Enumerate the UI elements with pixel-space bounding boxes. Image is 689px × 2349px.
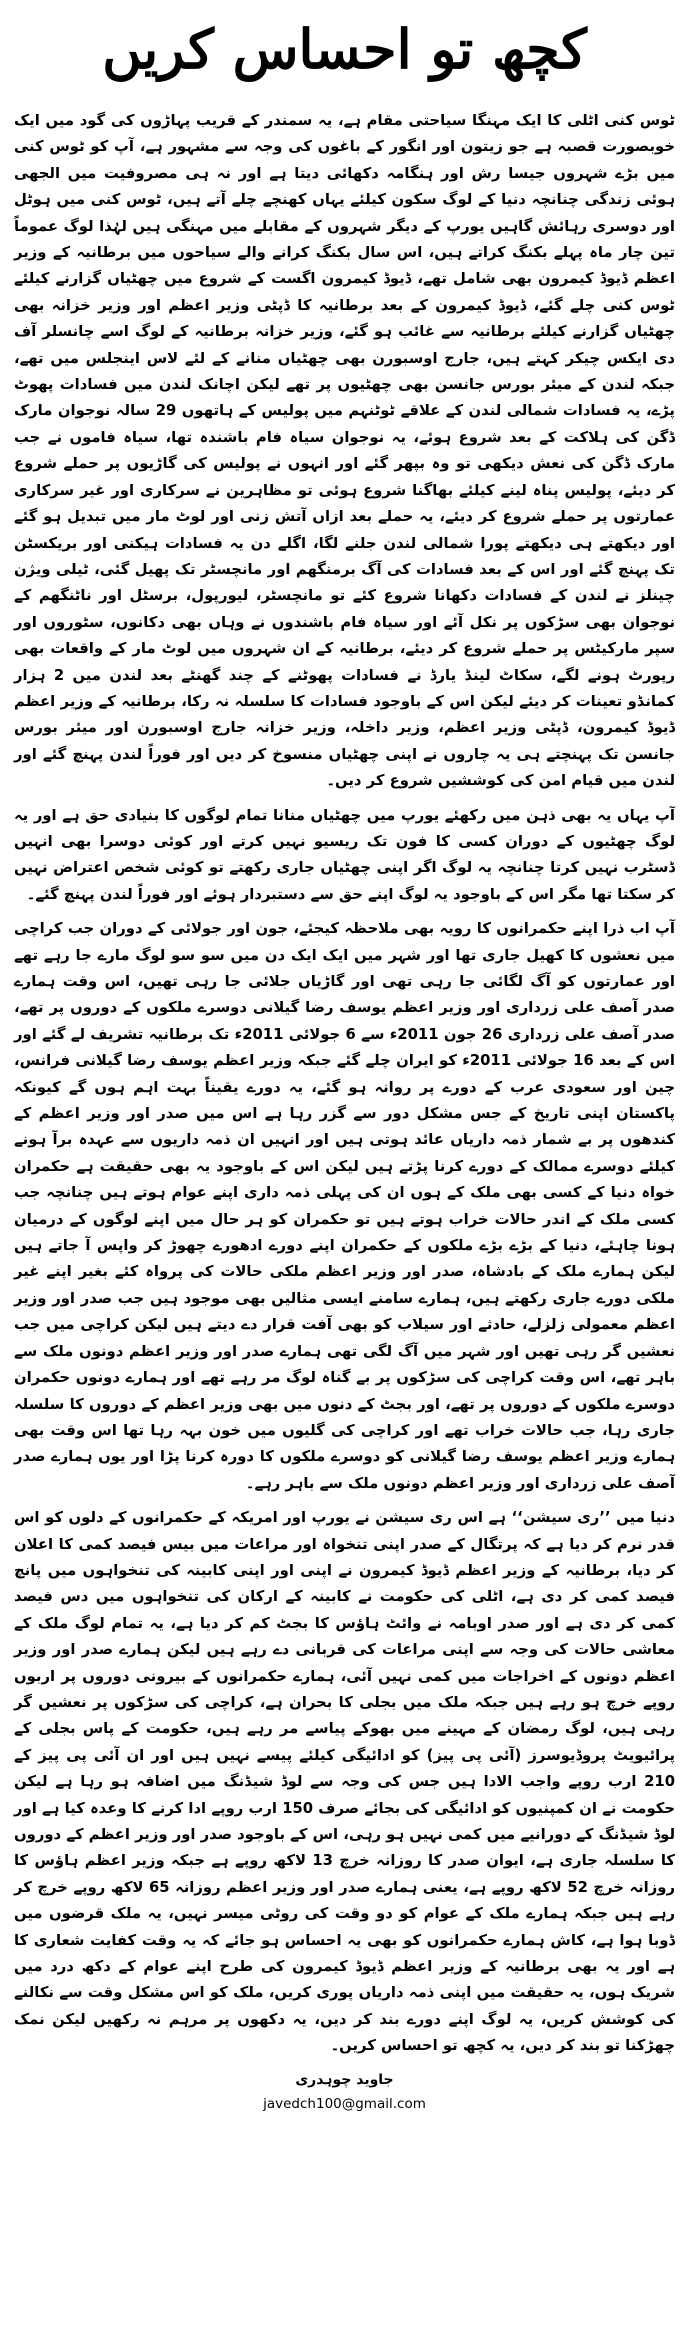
author-email[interactable]: javedch100@gmail.com [263, 2095, 426, 2112]
author-signature [14, 2068, 675, 2116]
author-name: جاوید چوہدری [295, 2071, 394, 2088]
paragraph: آپ یہاں یہ بھی ذہن میں رکھئے یورپ میں چھٹیاں منانا تمام لوگوں کا بنیادی حق ہے اور یہ لوگ چھٹیوں کے دوران کسی کا فون تک ریسیو نہیں کرتے اور کوئی دوسرا بھی انہیں ڈسٹرب نہیں کرتا چنانچہ یہ لوگ اگر اپنی چھٹیاں جاری رکھتے تو کوئی شخص اعتراض نہیں کر سکتا تھا مگر اس کے باوجود یہ لوگ اپنے حق سے دستبردار ہوئے اور فوراً لندن پہنچ گئے۔ [14, 806, 675, 903]
column-body [14, 108, 675, 2060]
column-title: کچھ تو احساس کریں [102, 17, 587, 81]
paragraph: دنیا میں ’’ری سیشن‘‘ ہے اس ری سیشن نے یورپ اور امریکہ کے حکمرانوں کے دلوں کو اس قدر نرم کر دیا ہے کہ پرتگال کے صدر اپنی تنخواہ اور مراعات میں بیس فیصد کمی کا اعلان کر دیا، برطانیہ کے وزیر اعظم ڈیوڈ کیمرون نے اپنی اور اپنی کابینہ کی تنخواہوں میں پانچ فیصد کمی کر دی ہے، اٹلی کی حکومت نے کابینہ کے ارکان کی تنخواہوں میں دس فیصد کمی کر دی ہے اور صدر اوبامہ نے وائٹ ہاؤس کا بجٹ کم کر دیا ہے، یہ تمام لوگ ملک کے معاشی حالات کی وجہ سے اپنی مراعات کی قربانی دے رہے ہیں لیکن ہمارے صدر اور وزیر اعظم دونوں کے اخراجات میں کمی نہیں آئی، ہمارے حکمرانوں کے بیرونی دوروں پر اربوں روپے خرچ ہو رہے ہیں جبکہ ملک میں بجلی کا بحران ہے، کراچی کی سڑکوں پر نعشیں گر رہی ہیں، لوگ رمضان کے مہینے میں بھوکے پیاسے مر رہے ہیں، حکومت کے پاس بجلی کے پرائیویٹ پروڈیوسرز (آئی پی پیز) کو ادائیگی کیلئے پیسے نہیں ہیں اور ان آئی پی پیز کے 210 ارب روپے واجب الادا ہیں جس کی وجہ سے لوڈ شیڈنگ میں اضافہ ہو رہا ہے لیکن حکومت نے ان کمپنیوں کو ادائیگی کی بجائے صرف 150 ارب روپے ادا کرنے کا وعدہ کیا ہے اور لوڈ شیڈنگ کے دورانیے میں کمی نہیں ہو رہی، اس کے باوجود صدر اور وزیر اعظم کے دوروں کا سلسلہ جاری ہے، ایوان صدر کا روزانہ خرچ 13 لاکھ روپے ہے جبکہ وزیر اعظم ہاؤس کا روزانہ خرچ 52 لاکھ روپے ہے، یعنی ہمارے صدر اور وزیر اعظم روزانہ 65 لاکھ روپے خرچ کر رہے ہیں جبکہ ہمارے ملک کے عوام کو دو وقت کی روٹی میسر نہیں، یہ ملک قرضوں میں ڈوبا ہوا ہے، کاش ہمارے حکمرانوں کو بھی یہ احساس ہو جائے کہ یہ وقت کفایت شعاری کا ہے اور یہ بھی برطانیہ کے وزیر اعظم ڈیوڈ کیمرون کی طرح اپنے عوام کے دکھ درد میں شریک ہوں، یہ حقیقت میں اپنی ذمہ داریاں پوری کریں، ملک کو اس مشکل وقت سے نکالنے کی کوشش کریں، یہ لوگ اپنے دورے بند کر دیں، یہ دکھوں پر مرہم نہ رکھیں لیکن نمک چھڑکنا تو بند کر دیں، یہ کچھ تو احساس کریں۔ [14, 1509, 676, 2055]
paragraph: آپ اب ذرا اپنے حکمرانوں کا رویہ بھی ملاحظہ کیجئے، جون اور جولائی کے دوران جب کراچی میں نعشوں کا کھیل جاری تھا اور شہر میں ایک ایک دن میں سو سو لوگ مارے جا رہے تھے اور عمارتوں کو آگ لگائی جا رہی تھی اور گاڑیاں جلائی جا رہی تھیں، اس وقت ہمارے صدر آصف علی زرداری اور وزیر اعظم یوسف رضا گیلانی دوسرے ملکوں کے دوروں پر تھے، صدر آصف علی زرداری 26 جون 2011ء سے 6 جولائی 2011ء تک برطانیہ تشریف لے گئے اور اس کے بعد 16 جولائی 2011ء کو ایران چلے گئے جبکہ وزیر اعظم یوسف رضا گیلانی فرانس، چین اور سعودی عرب کے دورے پر روانہ ہو گئے، یہ دورے یقیناً بہت اہم ہوں گے کیونکہ پاکستان اپنی تاریخ کے جس مشکل دور سے گزر رہا ہے اس میں صدر اور وزیر اعظم کے کندھوں پر بے شمار ذمہ داریاں عائد ہوتی ہیں اور انہیں ان ذمہ داریوں سے عہدہ برآ ہونے کیلئے دوسرے ممالک کے دورے کرنا پڑتے ہیں لیکن اس کے باوجود یہ بھی حقیقت ہے حکمران خواہ دنیا کے کسی بھی ملک کے ہوں ان کی پہلی ذمہ داری اپنے عوام ہوتے ہیں چنانچہ جب کسی ملک کے اندر حالات خراب ہوتے ہیں تو حکمران کو ہر حال میں اپنے لوگوں کے درمیان ہونا چاہئے، دنیا کے بڑے بڑے ملکوں کے حکمران اپنے دورے ادھورے چھوڑ کر واپس آ جاتے ہیں لیکن ہمارے ملک کے بادشاہ، صدر اور وزیر اعظم ملکی حالات کی پرواہ کئے بغیر اپنے غیر ملکی دورے جاری رکھتے ہیں، ہمارے سامنے ایسی مثالیں بھی موجود ہیں جب صدر اور وزیر اعظم معمولی زلزلے، حادثے اور سیلاب کو بھی آفت قرار دے دیتے ہیں لیکن کراچی میں جب نعشیں گر رہی تھیں اور شہر میں آگ لگی تھی ہمارے صدر اور وزیر اعظم دونوں ملک سے باہر تھے، اس وقت کراچی کی سڑکوں پر بے گناہ لوگ مر رہے تھے اور ہمارے دونوں حکمران دوسرے ملکوں کے دوروں پر تھے، اور بجٹ کے دنوں میں بھی وزیر اعظم کے دوروں کا سلسلہ جاری رہا، جب حالات خراب تھے اور کراچی کی گلیوں میں خون بہہ رہا تھا اس وقت بھی ہمارے وزیر اعظم یوسف رضا گیلانی کو دوسرے ملکوں کا دورہ کرنا پڑا اور یوں ہمارے صدر آصف علی زرداری اور وزیر اعظم دونوں ملک سے باہر رہے۔ [14, 920, 676, 1492]
paragraph: ٹوس کنی اٹلی کا ایک مہنگا سیاحتی مقام ہے، یہ سمندر کے قریب پہاڑوں کی گود میں ایک خوبصورت قصبہ ہے جو زیتون اور انگور کے باغوں کی وجہ سے مشہور ہے، آپ کو ٹوس کنی میں بڑے شہروں جیسا رش اور ہنگامہ دکھائی دیتا ہے اور نہ ہی مصروفیت میں الجھی ہوئی زندگی چنانچہ دنیا کے لوگ سکون کیلئے یہاں کھنچے چلے آتے ہیں، ٹوس کنی میں ہوٹل اور دوسری رہائش گاہیں یورپ کے دیگر شہروں کے مقابلے میں مہنگی ہیں لہٰذا لوگ عموماً تین چار ماہ پہلے بکنگ کراتے ہیں، اس سال بکنگ کرانے والے سیاحوں میں برطانیہ کے وزیر اعظم ڈیوڈ کیمرون بھی شامل تھے، ڈیوڈ کیمرون اگست کے شروع میں چھٹیاں گزارنے کیلئے ٹوس کنی چلے گئے، ڈیوڈ کیمرون کے بعد برطانیہ کا ڈپٹی وزیر اعظم اور وزیر خزانہ بھی چھٹیاں گزارنے کیلئے برطانیہ سے غائب ہو گئے، وزیر خزانہ برطانیہ کے لوگ اسے چانسلر آف دی ایکس چیکر کہتے ہیں، جارج اوسبورن بھی چھٹیاں منانے کے لئے لاس اینجلس میں تھے، جبکہ لندن کے میئر بورس جانسن بھی چھٹیوں پر تھے لیکن اچانک لندن میں فسادات پھوٹ پڑے، یہ فسادات شمالی لندن کے علاقے ٹوٹنہم میں پولیس کے ہاتھوں 29 سالہ نوجوان مارک ڈگن کی ہلاکت کے بعد شروع ہوئے، یہ نوجوان سیاہ فام باشندہ تھا، سیاہ فاموں نے جب مارک ڈگن کی نعش دیکھی تو وہ بپھر گئے اور انہوں نے پولیس کی گاڑیوں پر حملے شروع کر دیئے، پولیس پناہ لینے کیلئے بھاگنا شروع ہوئی تو مظاہرین نے سرکاری اور غیر سرکاری عمارتوں پر حملے شروع کر دیئے، یہ حملے بعد ازاں آتش زنی اور لوٹ مار میں تبدیل ہو گئے اور دیکھتے ہی دیکھتے پورا شمالی لندن جلنے لگا، اگلے دن یہ فسادات ہیکنی اور بریکسٹن تک پہنچ گئے اور اس کے بعد فسادات کی آگ برمنگھم اور مانچسٹر تک پھیل گئی، ٹیلی ویژن چینلز نے لندن کے فسادات دکھانا شروع کئے تو مانچسٹر، لیورپول، برسٹل اور ناٹنگھم کے نوجوان بھی سڑکوں پر نکل آئے اور سیاہ فام باشندوں نے وہاں بھی دکانوں، سٹوروں اور سپر مارکیٹس پر حملے شروع کر دیئے، برطانیہ کے ان شہروں میں لوٹ مار کے واقعات بھی رپورٹ ہونے لگے، سکاٹ لینڈ یارڈ نے فسادات پھوٹنے کے چند گھنٹے بعد لندن میں 2 ہزار کمانڈو تعینات کر دیئے لیکن اس کے باوجود فسادات کا سلسلہ نہ رکا، برطانیہ کے وزیر اعظم ڈیوڈ کیمرون، ڈپٹی وزیر اعظم، وزیر داخلہ، وزیر خزانہ جارج اوسبورن اور میئر بورس جانسن تک پہنچتے ہی یہ چاروں نے اپنی چھٹیاں منسوخ کر دیں اور فوراً لندن پہنچ گئے اور لندن میں قیام امن کی کوششیں شروع کر دیں۔ [14, 112, 675, 790]
